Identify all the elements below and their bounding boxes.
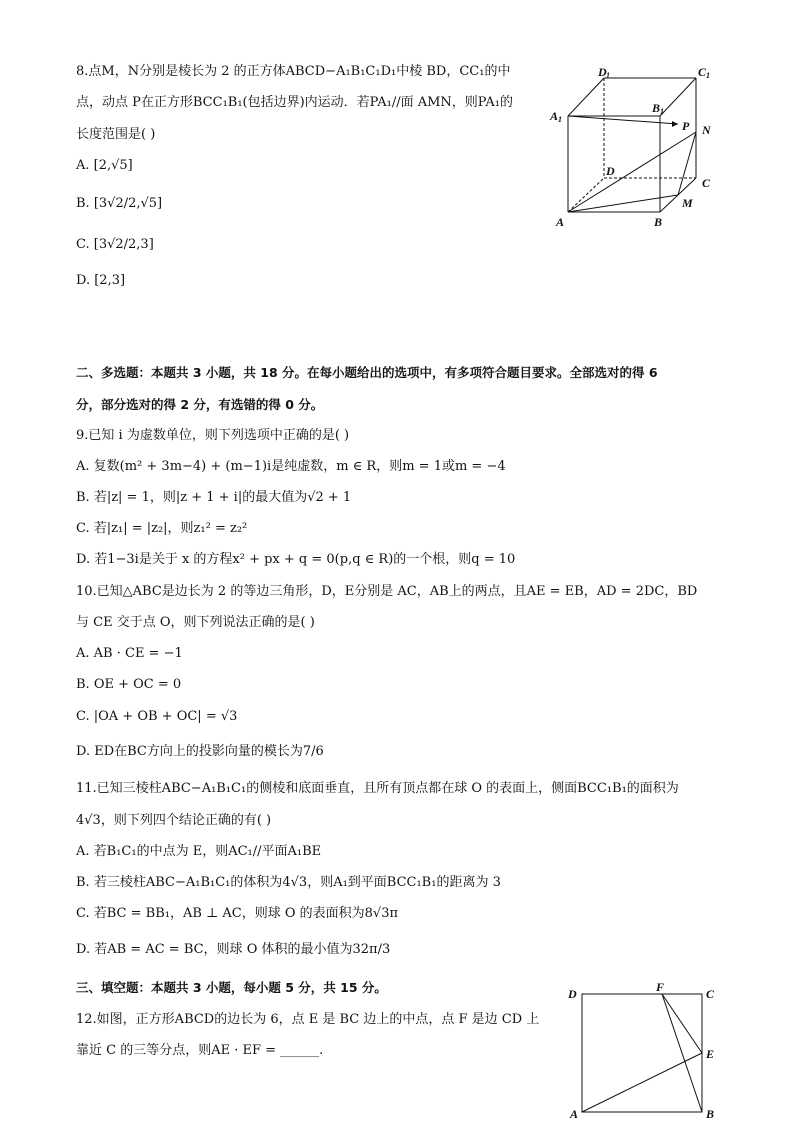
q12-stem-line-2: 靠近 C 的三等分点，则AE · EF = ______.	[76, 1043, 324, 1058]
label-a1-sub: 1	[558, 115, 562, 124]
q9-option-a: A. 复数(m² + 3m−4) + (m−1)i是纯虚数，m ∈ R，则m = 1或m = −4	[76, 459, 506, 474]
q8-option-c: C. [3√2/2,3]	[76, 237, 154, 252]
label-sq-a: A	[570, 1107, 579, 1120]
q9-option-d: D. 若1−3i是关于 x 的方程x² + px + q = 0(p,q ∈ R)的一个根，则q = 10	[76, 552, 516, 567]
q11-option-c: C. 若BC = BB₁，AB ⊥ AC，则球 O 的表面积为8√3π	[76, 906, 399, 921]
label-d: D	[606, 164, 615, 178]
label-a1: A	[550, 109, 559, 123]
label-b1-sub: 1	[660, 107, 664, 116]
label-p: P	[682, 119, 690, 133]
label-sq-d: D	[568, 987, 577, 1001]
q9-stem: 9.已知 i 为虚数单位，则下列选项中正确的是( )	[76, 428, 350, 443]
q8-option-b: B. [3√2/2,√5]	[76, 196, 163, 211]
q10-option-b: B. OE + OC = 0	[76, 677, 182, 692]
q11-option-d: D. 若AB = AC = BC，则球 O 体积的最小值为32π/3	[76, 942, 391, 957]
label-n: N	[702, 123, 711, 137]
q8-option-a: A. [2,√5]	[76, 158, 133, 173]
q12-stem-line-1: 12.如图，正方形ABCD的边长为 6，点 E 是 BC 边上的中点，点 F 是边 CD 上	[76, 1012, 540, 1027]
label-c1: C	[698, 65, 707, 79]
q8-option-d: D. [2,3]	[76, 273, 126, 288]
label-sq-e: E	[706, 1047, 715, 1061]
label-m: M	[682, 196, 693, 210]
q10-option-d: D. ED在BC方向上的投影向量的模长为7/6	[76, 744, 324, 759]
q10-stem-line-1: 10.已知△ABC是边长为 2 的等边三角形，D，E分别是 AC，AB上的两点，且AE = EB，AD = 2DC，BD	[76, 584, 698, 599]
label-d1: D	[598, 65, 607, 79]
label-a: A	[556, 215, 565, 229]
q10-option-c: C. |OA + OB + OC| = √3	[76, 709, 238, 724]
q10-option-a: A. AB · CE = −1	[76, 646, 183, 661]
label-sq-b: B	[706, 1107, 715, 1120]
q11-option-a: A. 若B₁C₁的中点为 E，则AC₁//平面A₁BE	[76, 844, 322, 859]
q9-option-b: B. 若|z| = 1，则|z + 1 + i|的最大值为√2 + 1	[76, 490, 352, 505]
section2-heading-line-1: 二、多选题：本题共 3 小题，共 18 分。在每小题给出的选项中，有多项符合题目要求。全部选对的得 6	[76, 365, 658, 380]
q9-option-c: C. 若|z₁| = |z₂|，则z₁² = z₂²	[76, 521, 248, 536]
q11-option-b: B. 若三棱柱ABC−A₁B₁C₁的体积为4√3，则A₁到平面BCC₁B₁的距离为 3	[76, 875, 501, 890]
label-sq-f: F	[656, 980, 665, 994]
section3-heading: 三、填空题：本题共 3 小题，每小题 5 分，共 15 分。	[76, 980, 387, 995]
q10-stem-line-2: 与 CE 交于点 O，则下列说法正确的是( )	[76, 615, 315, 630]
label-b: B	[654, 215, 663, 229]
square-figure	[566, 980, 726, 1120]
cube-figure	[548, 62, 720, 234]
label-sq-c: C	[706, 987, 715, 1001]
q8-stem-line-1: 8.点M，N分别是棱长为 2 的正方体ABCD−A₁B₁C₁D₁中棱 BD，CC₁的中	[76, 64, 511, 79]
q8-stem-line-2: 点，动点 P在正方形BCC₁B₁(包括边界)内运动．若PA₁//面 AMN，则PA₁的	[76, 95, 513, 110]
q11-stem-line-1: 11.已知三棱柱ABC−A₁B₁C₁的侧棱和底面垂直，且所有顶点都在球 O 的表面上，侧面BCC₁B₁的面积为	[76, 781, 679, 796]
label-b1: B	[652, 101, 661, 115]
q11-stem-line-2: 4√3，则下列四个结论正确的有( )	[76, 813, 272, 828]
label-c: C	[702, 176, 711, 190]
section2-heading-line-2: 分，部分选对的得 2 分，有选错的得 0 分。	[76, 397, 324, 412]
q8-stem-line-3: 长度范围是( )	[76, 127, 156, 142]
label-c1-sub: 1	[706, 71, 710, 80]
cube-vertex-labels	[549, 65, 712, 229]
label-d1-sub: 1	[606, 71, 610, 80]
